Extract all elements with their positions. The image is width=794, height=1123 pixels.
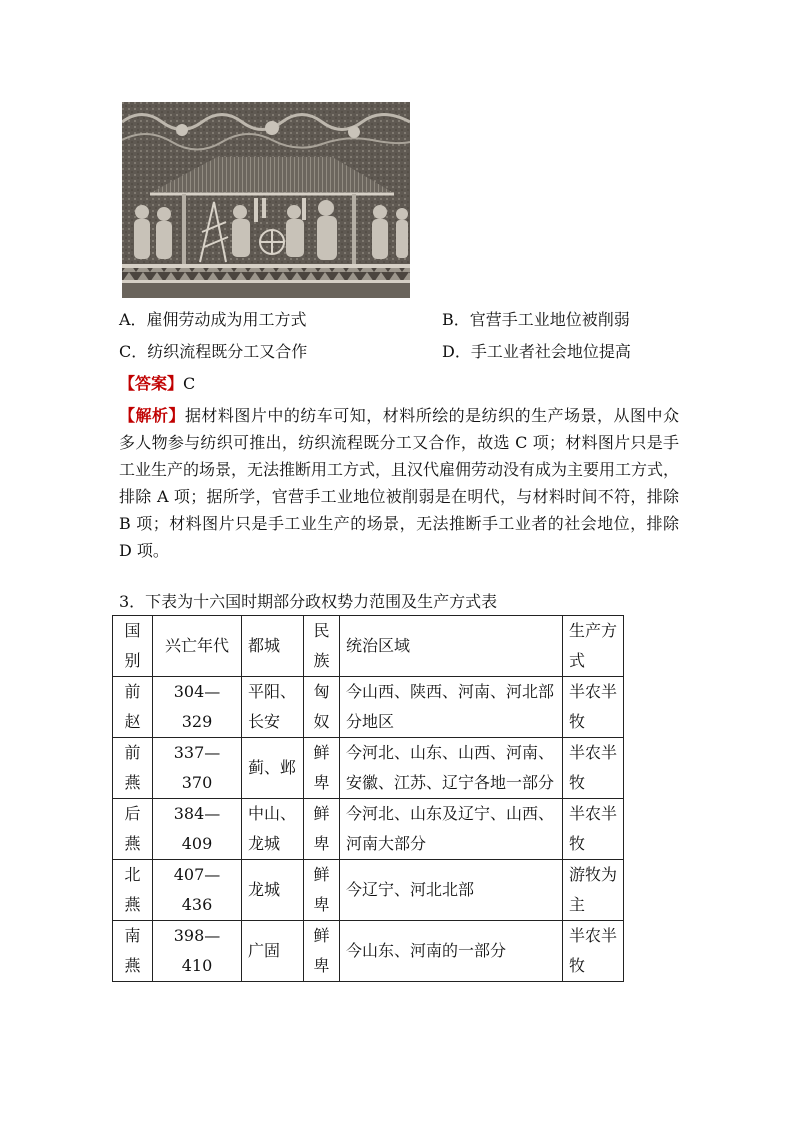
table-cell: 今辽宁、河北北部 (340, 860, 563, 921)
table-cell: 半农半牧 (563, 677, 624, 738)
table-cell: 游牧为主 (563, 860, 624, 921)
table-cell: 广固 (242, 921, 304, 982)
table-cell: 鲜卑 (304, 799, 340, 860)
table-row (113, 799, 624, 860)
table-cell: 337—370 (153, 738, 242, 799)
table-cell: 半农半牧 (563, 921, 624, 982)
option-c: C．纺织流程既分工又合作 (119, 342, 308, 361)
option-b: B．官营手工业地位被削弱 (442, 310, 630, 329)
table-cell: 后燕 (113, 799, 153, 860)
table-cell: 前燕 (113, 738, 153, 799)
table-cell: 鲜卑 (304, 921, 340, 982)
header-cell: 国别 (113, 616, 153, 677)
table-cell: 龙城 (242, 860, 304, 921)
question-3-stem: 3．下表为十六国时期部分政权势力范围及生产方式表 (119, 592, 498, 611)
table-cell: 今河北、山东、山西、河南、安徽、江苏、辽宁各地一部分 (340, 738, 563, 799)
analysis-text: 据材料图片中的纺车可知，材料所绘的是纺织的生产场景，从图中众多人物参与纺织可推出，纺织流程既分工又合作，故选 C 项；材料图片只是手工业生产的场景，无法推断用工方式，且汉代雇佣劳动没有成为主要用工方式，排除 A 项；据所学，官营手工业地位被削弱是在明代，与材料时间不符，排除 B 项；材料图片只是手工业生产的场景，无法推断手工业者的社会地位，排除 D 项。 (119, 406, 680, 560)
table-cell: 304—329 (153, 677, 242, 738)
header-cell: 都城 (242, 616, 304, 677)
relief-image (122, 102, 410, 298)
table-cell: 北燕 (113, 860, 153, 921)
table-cell: 鲜卑 (304, 738, 340, 799)
analysis-paragraph (119, 402, 679, 564)
table-cell: 平阳、长安 (242, 677, 304, 738)
answer-value: C (183, 374, 196, 393)
table-cell: 今山东、河南的一部分 (340, 921, 563, 982)
regimes-table (112, 615, 624, 982)
table-cell: 蓟、邺 (242, 738, 304, 799)
header-cell: 民族 (304, 616, 340, 677)
table-row (113, 677, 624, 738)
header-cell: 统治区域 (340, 616, 563, 677)
table-cell: 前赵 (113, 677, 153, 738)
relief-drawing (122, 102, 410, 298)
table-header-row (113, 616, 624, 677)
table-cell: 今山西、陕西、河南、河北部分地区 (340, 677, 563, 738)
header-cell: 兴亡年代 (153, 616, 242, 677)
table-cell: 398—410 (153, 921, 242, 982)
header-cell: 生产方式 (563, 616, 624, 677)
table-row (113, 738, 624, 799)
table-cell: 中山、龙城 (242, 799, 304, 860)
table-cell: 407—436 (153, 860, 242, 921)
table-cell: 鲜卑 (304, 860, 340, 921)
table-cell: 南燕 (113, 921, 153, 982)
table-cell: 384—409 (153, 799, 242, 860)
option-a: A．雇佣劳动成为用工方式 (119, 310, 307, 329)
table-cell: 匈奴 (304, 677, 340, 738)
table-cell: 半农半牧 (563, 738, 624, 799)
answer-tag: 【答案】 (119, 374, 184, 393)
table-row (113, 921, 624, 982)
table-row (113, 860, 624, 921)
answer-line (119, 374, 195, 394)
table-cell: 今河北、山东及辽宁、山西、河南大部分 (340, 799, 563, 860)
table-cell: 半农半牧 (563, 799, 624, 860)
option-d: D．手工业者社会地位提高 (442, 342, 631, 361)
analysis-tag: 【解析】 (119, 406, 185, 425)
